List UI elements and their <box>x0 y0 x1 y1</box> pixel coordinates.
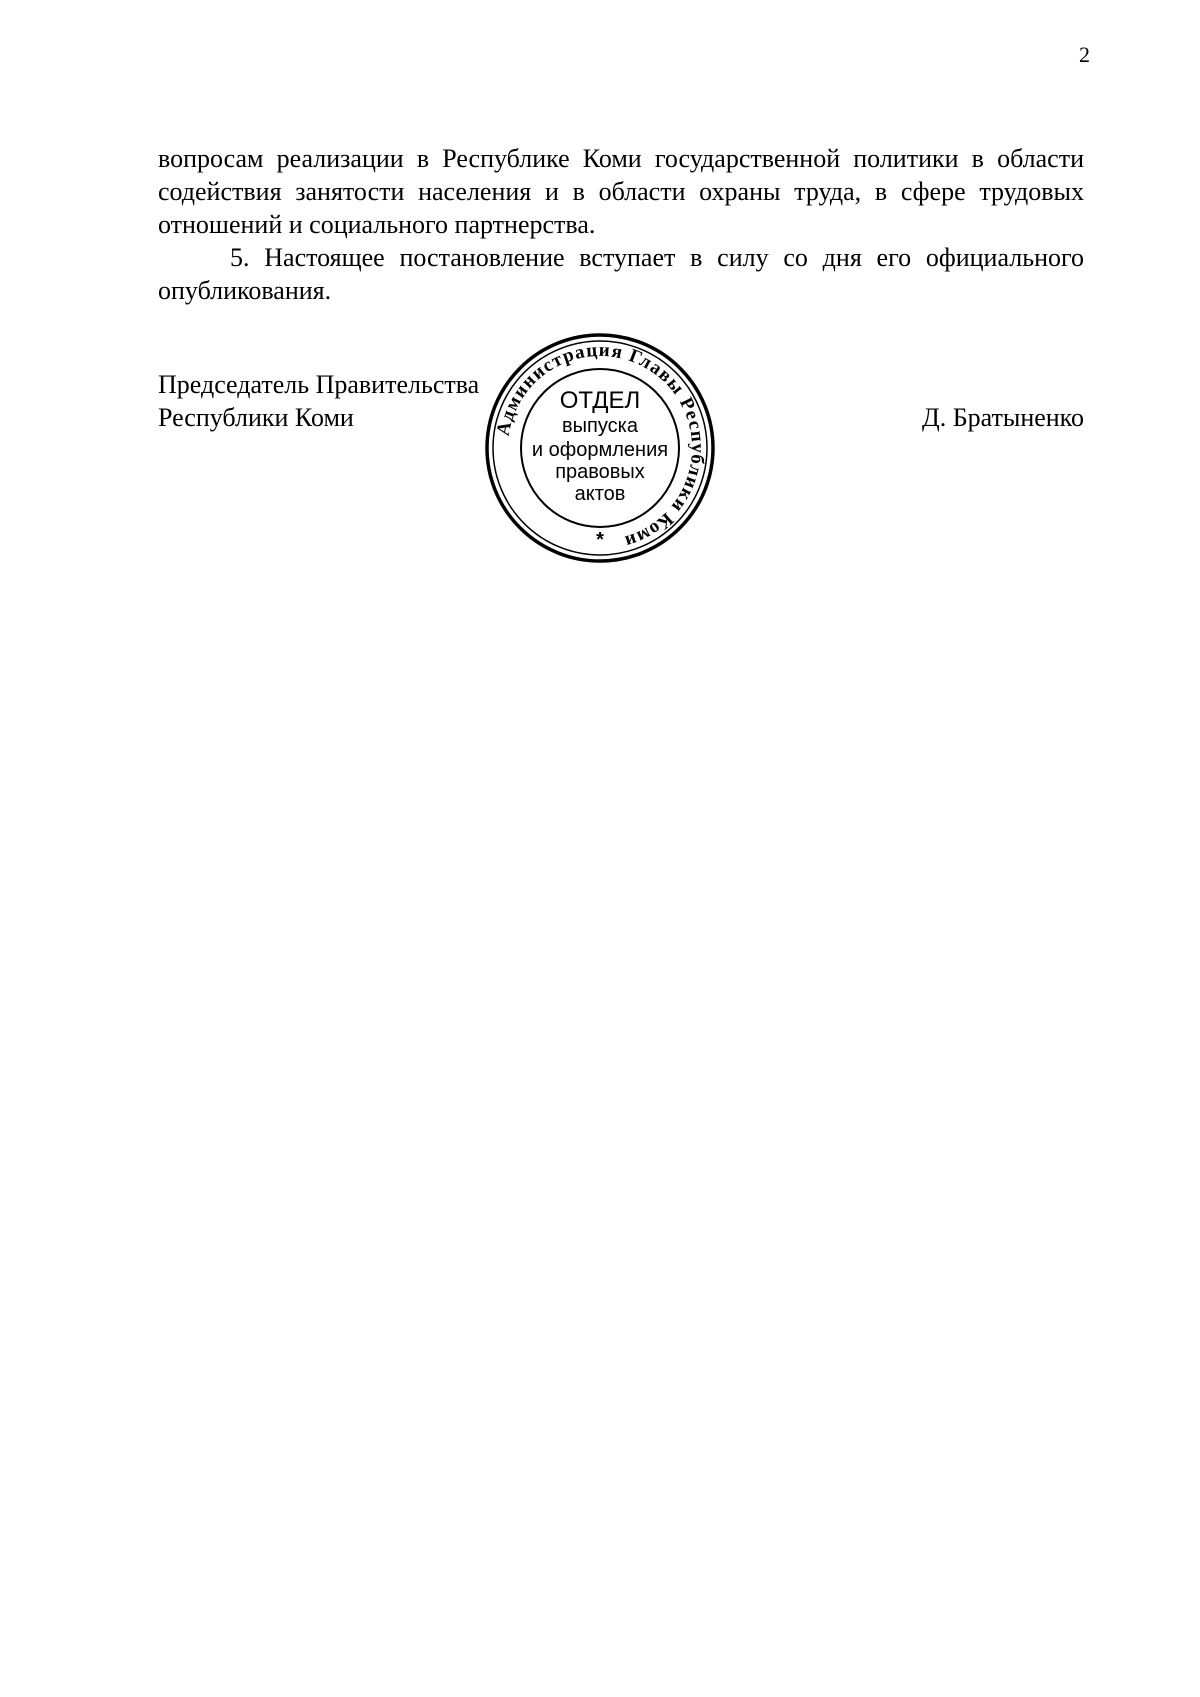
body-paragraph: 5. Настоящее постановление вступает в силу со дня его официального опубликования. <box>158 243 1084 305</box>
body-paragraph: вопросам реализации в Республике Коми государственной политики в области содействия занятости населения и в области охраны труда, в сфере трудовых отношений и социального партнерства. <box>158 144 1084 239</box>
document-body <box>158 142 1084 307</box>
page-number: 2 <box>1079 42 1090 67</box>
stamp-graphic <box>484 332 716 564</box>
stamp-center-text: актов <box>574 483 626 505</box>
signer-title: Председатель Правительства <box>158 370 480 399</box>
stamp-center-text: ОТДЕЛ <box>559 387 641 414</box>
stamp-center-text: и оформления <box>531 439 669 461</box>
official-stamp <box>484 332 716 564</box>
signer-name: Д. Братыненко <box>921 403 1084 432</box>
stamp-center-text: выпуска <box>562 415 638 437</box>
stamp-center-text: правовых <box>555 461 645 483</box>
stamp-star: * <box>596 529 604 551</box>
signer-organization: Республики Коми <box>158 403 354 432</box>
stamp-ring-text: Администрация Главы Республики Коми <box>492 339 709 553</box>
